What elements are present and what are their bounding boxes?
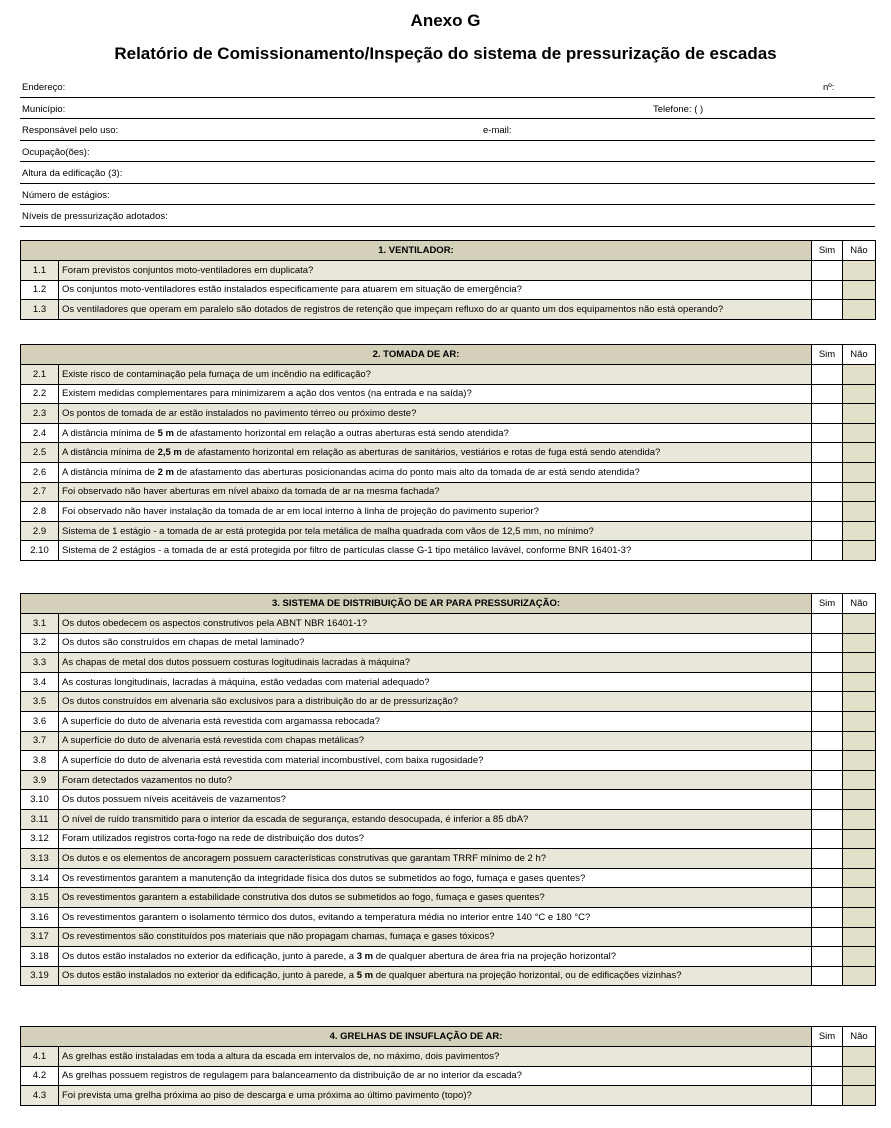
item-text: Os pontos de tomada de ar estão instalados no pavimento térreo ou próximo deste? xyxy=(59,404,812,424)
item-text: Sistema de 2 estágios - a tomada de ar está protegida por filtro de partículas classe G-1 tipo metálico lavável, conforme BNR 16401-3? xyxy=(59,541,812,561)
info-label: Responsável pelo uso: xyxy=(22,125,119,136)
yes-checkbox[interactable] xyxy=(812,966,843,986)
item-number: 2.8 xyxy=(21,502,59,522)
checklist-row xyxy=(21,443,876,463)
item-number: 2.7 xyxy=(21,482,59,502)
checklist-row xyxy=(21,404,876,424)
info-row[interactable] xyxy=(20,98,875,120)
checklist-row xyxy=(21,482,876,502)
item-text xyxy=(59,966,812,986)
info-row[interactable] xyxy=(20,119,875,141)
no-checkbox[interactable] xyxy=(843,907,876,927)
item-text: As chapas de metal dos dutos possuem costuras logitudinais lacradas à máquina? xyxy=(59,653,812,673)
item-text-start: Os dutos estão instalados no exterior da edificação, junto à parede, a xyxy=(62,970,357,982)
no-checkbox[interactable] xyxy=(843,633,876,653)
info-label: Número de estágios: xyxy=(22,189,110,201)
no-checkbox[interactable] xyxy=(843,829,876,849)
yes-checkbox[interactable] xyxy=(812,482,843,502)
item-number: 2.9 xyxy=(21,521,59,541)
item-text: Sistema de 1 estágio - a tomada de ar está protegida por tela metálica de malha quadrada com vãos de 12,5 mm, no mínimo? xyxy=(59,521,812,541)
checklist-section xyxy=(20,593,876,986)
yes-checkbox[interactable] xyxy=(812,614,843,634)
checklist-row xyxy=(21,365,876,385)
yes-checkbox[interactable] xyxy=(812,770,843,790)
column-yes-header: Sim xyxy=(812,345,843,365)
no-checkbox[interactable] xyxy=(843,888,876,908)
item-text: Foram utilizados registros corta-fogo na rede de distribuição dos dutos? xyxy=(59,829,812,849)
no-checkbox[interactable] xyxy=(843,927,876,947)
checklist-row xyxy=(21,423,876,443)
item-text: A superfície do duto de alvenaria está revestida com chapas metálicas? xyxy=(59,731,812,751)
item-number: 3.18 xyxy=(21,947,59,967)
checklist-row xyxy=(21,829,876,849)
yes-checkbox[interactable] xyxy=(812,653,843,673)
checklist-row xyxy=(21,280,876,300)
item-text-end: de afastamento horizontal em relação as aberturas de sanitários, vestiários e rotas de fuga está sendo atendida? xyxy=(181,447,661,459)
checklist-row xyxy=(21,731,876,751)
item-text: A superfície do duto de alvenaria está revestida com argamassa rebocada? xyxy=(59,711,812,731)
item-number: 3.19 xyxy=(21,966,59,986)
item-text-end: de afastamento das aberturas posicionandas acima do ponto mais alto da tomada de ar está sendo atendida? xyxy=(173,466,640,478)
item-text: Os dutos possuem níveis aceitáveis de vazamentos? xyxy=(59,790,812,810)
info-label: Altura da edificação (3): xyxy=(22,168,123,179)
item-text: Os revestimentos garantem o isolamento térmico dos dutos, evitando a temperatura média no interior entre 140 °C e 180 °C? xyxy=(59,907,812,927)
item-text xyxy=(59,423,812,443)
item-text-emphasis: 5 m xyxy=(356,970,374,982)
yes-checkbox[interactable] xyxy=(812,888,843,908)
no-checkbox[interactable] xyxy=(843,711,876,731)
item-number: 1.3 xyxy=(21,300,59,320)
item-number: 2.10 xyxy=(21,541,59,561)
info-secondary-label: Telefone: ( ) xyxy=(653,103,704,115)
item-number: 4.3 xyxy=(21,1086,59,1106)
item-text-emphasis: 3 m xyxy=(356,950,374,962)
page-subtitle: Relatório de Comissionamento/Inspeção do sistema de pressurização de escadas xyxy=(114,44,777,63)
checklist-row xyxy=(21,300,876,320)
checklist-row xyxy=(21,790,876,810)
checklist-row xyxy=(21,809,876,829)
no-checkbox[interactable] xyxy=(843,672,876,692)
item-number: 3.6 xyxy=(21,711,59,731)
item-text-emphasis: 2 m xyxy=(157,466,174,478)
info-row[interactable] xyxy=(20,141,875,163)
item-text: Os ventiladores que operam em paralelo são dotados de registros de retenção que impeçam refluxo do ar quanto um dos equipamentos não está operando? xyxy=(59,300,812,320)
item-text: Foram detectados vazamentos no duto? xyxy=(59,770,812,790)
yes-checkbox[interactable] xyxy=(812,365,843,385)
checklist-row xyxy=(21,751,876,771)
item-text xyxy=(59,947,812,967)
checklist-row xyxy=(21,653,876,673)
item-text: Os dutos construídos em alvenaria são exclusivos para a distribuição do ar de pressurização? xyxy=(59,692,812,712)
yes-checkbox[interactable] xyxy=(812,947,843,967)
item-number: 3.15 xyxy=(21,888,59,908)
yes-checkbox[interactable] xyxy=(812,907,843,927)
no-checkbox[interactable] xyxy=(843,443,876,463)
no-checkbox[interactable] xyxy=(843,614,876,634)
yes-checkbox[interactable] xyxy=(812,502,843,522)
yes-checkbox[interactable] xyxy=(812,404,843,424)
yes-checkbox[interactable] xyxy=(812,261,843,281)
item-number: 3.3 xyxy=(21,653,59,673)
item-text-start: A distância mínima de xyxy=(62,466,158,478)
item-text-start: Os dutos estão instalados no exterior da edificação, junto à parede, a xyxy=(62,950,357,962)
item-text-emphasis: 5 m xyxy=(157,427,174,439)
no-checkbox[interactable] xyxy=(843,966,876,986)
checklist-row xyxy=(21,692,876,712)
item-number: 3.9 xyxy=(21,770,59,790)
yes-checkbox[interactable] xyxy=(812,1066,843,1086)
column-yes-header: Sim xyxy=(812,594,843,614)
item-number: 3.4 xyxy=(21,672,59,692)
item-number: 3.11 xyxy=(21,809,59,829)
item-number: 3.8 xyxy=(21,751,59,771)
no-checkbox[interactable] xyxy=(843,300,876,320)
item-number: 2.3 xyxy=(21,404,59,424)
item-number: 1.2 xyxy=(21,280,59,300)
item-text: Os dutos e os elementos de ancoragem possuem características construtivas que garantam TRRF mínimo de 2 h? xyxy=(59,849,812,869)
item-number: 3.14 xyxy=(21,868,59,888)
yes-checkbox[interactable] xyxy=(812,384,843,404)
checklist-row xyxy=(21,672,876,692)
item-text xyxy=(59,462,812,482)
item-text: Os dutos obedecem os aspectos construtivos pela ABNT NBR 16401-1? xyxy=(59,614,812,634)
info-row[interactable] xyxy=(20,205,875,227)
yes-checkbox[interactable] xyxy=(812,751,843,771)
yes-checkbox[interactable] xyxy=(812,462,843,482)
checklist-row xyxy=(21,947,876,967)
yes-checkbox[interactable] xyxy=(812,672,843,692)
no-checkbox[interactable] xyxy=(843,462,876,482)
no-checkbox[interactable] xyxy=(843,521,876,541)
checklist-row xyxy=(21,966,876,986)
checklist-row xyxy=(21,868,876,888)
checklist-row xyxy=(21,384,876,404)
yes-checkbox[interactable] xyxy=(812,521,843,541)
item-number: 3.13 xyxy=(21,849,59,869)
item-number: 4.2 xyxy=(21,1066,59,1086)
yes-checkbox[interactable] xyxy=(812,300,843,320)
item-number: 2.2 xyxy=(21,384,59,404)
checklist-row xyxy=(21,1047,876,1067)
item-number: 2.4 xyxy=(21,423,59,443)
no-checkbox[interactable] xyxy=(843,1047,876,1067)
yes-checkbox[interactable] xyxy=(812,541,843,561)
item-text: As grelhas estão instaladas em toda a altura da escada em intervalos de, no máximo, dois pavimentos? xyxy=(59,1047,812,1067)
checklist-row xyxy=(21,521,876,541)
info-label: Endereço: xyxy=(22,82,66,93)
item-number: 3.17 xyxy=(21,927,59,947)
yes-checkbox[interactable] xyxy=(812,423,843,443)
no-checkbox[interactable] xyxy=(843,1086,876,1106)
no-checkbox[interactable] xyxy=(843,751,876,771)
no-checkbox[interactable] xyxy=(843,502,876,522)
item-number: 3.7 xyxy=(21,731,59,751)
checklist-row xyxy=(21,462,876,482)
no-checkbox[interactable] xyxy=(843,280,876,300)
item-text: Foram previstos conjuntos moto-ventiladores em duplicata? xyxy=(59,261,812,281)
checklist-section xyxy=(20,240,876,320)
info-row[interactable] xyxy=(20,76,875,98)
info-label: Níveis de pressurização adotados: xyxy=(22,211,168,222)
checklist-row xyxy=(21,502,876,522)
yes-checkbox[interactable] xyxy=(812,731,843,751)
info-fields xyxy=(20,76,875,227)
info-row[interactable] xyxy=(20,162,875,184)
yes-checkbox[interactable] xyxy=(812,790,843,810)
no-checkbox[interactable] xyxy=(843,423,876,443)
no-checkbox[interactable] xyxy=(843,731,876,751)
no-checkbox[interactable] xyxy=(843,770,876,790)
checklist-row xyxy=(21,261,876,281)
info-secondary-label: nº: xyxy=(823,82,835,93)
item-text-end: de qualquer abertura de área fria na projeção horizontal? xyxy=(373,950,617,962)
item-number: 3.16 xyxy=(21,907,59,927)
item-text: Os dutos são construídos em chapas de metal laminado? xyxy=(59,633,812,653)
info-label: Município: xyxy=(22,103,66,115)
item-text: O nível de ruído transmitido para o interior da escada de segurança, estando desocupada, é inferior a 85 dbA? xyxy=(59,809,812,829)
checklist-section xyxy=(20,1026,876,1106)
yes-checkbox[interactable] xyxy=(812,1047,843,1067)
no-checkbox[interactable] xyxy=(843,790,876,810)
checklist-row xyxy=(21,770,876,790)
item-text: Os conjuntos moto-ventiladores estão instalados especificamente para atuarem em situação de emergência? xyxy=(59,280,812,300)
checklist-row xyxy=(21,927,876,947)
yes-checkbox[interactable] xyxy=(812,280,843,300)
item-text: Existem medidas complementares para minimizarem a ação dos ventos (na entrada e na saída)? xyxy=(59,384,812,404)
yes-checkbox[interactable] xyxy=(812,711,843,731)
checklist-row xyxy=(21,849,876,869)
section-title: 1. VENTILADOR: xyxy=(21,241,812,261)
no-checkbox[interactable] xyxy=(843,261,876,281)
column-yes-header: Sim xyxy=(812,241,843,261)
checklist-row xyxy=(21,711,876,731)
item-text: As costuras longitudinais, lacradas à máquina, estão vedadas com material adequado? xyxy=(59,672,812,692)
no-checkbox[interactable] xyxy=(843,692,876,712)
yes-checkbox[interactable] xyxy=(812,849,843,869)
column-no-header: Não xyxy=(843,345,876,365)
no-checkbox[interactable] xyxy=(843,541,876,561)
page-title: Anexo G xyxy=(410,11,481,30)
no-checkbox[interactable] xyxy=(843,404,876,424)
item-number: 3.12 xyxy=(21,829,59,849)
item-text: Os revestimentos garantem a manutenção da integridade física dos dutos se submetidos ao fogo, fumaça e gases quentes? xyxy=(59,868,812,888)
yes-checkbox[interactable] xyxy=(812,692,843,712)
yes-checkbox[interactable] xyxy=(812,1086,843,1106)
item-text: Foi observado não haver aberturas em nível abaixo da tomada de ar na mesma fachada? xyxy=(59,482,812,502)
yes-checkbox[interactable] xyxy=(812,633,843,653)
column-no-header: Não xyxy=(843,1027,876,1047)
item-text: Os revestimentos são constituídos pos materiais que não propagam chamas, fumaça e gases tóxicos? xyxy=(59,927,812,947)
checklist-row xyxy=(21,541,876,561)
item-text-start: A distância mínima de xyxy=(62,447,158,459)
item-text-emphasis: 2,5 m xyxy=(157,447,182,459)
item-text xyxy=(59,443,812,463)
checklist-row xyxy=(21,633,876,653)
item-number: 4.1 xyxy=(21,1047,59,1067)
column-no-header: Não xyxy=(843,594,876,614)
checklist-row xyxy=(21,1066,876,1086)
section-title: 3. SISTEMA DE DISTRIBUIÇÃO DE AR PARA PRESSURIZAÇÃO: xyxy=(21,594,812,614)
no-checkbox[interactable] xyxy=(843,384,876,404)
item-text-end: de afastamento horizontal em relação a outras aberturas está sendo atendida? xyxy=(173,427,509,439)
item-number: 2.6 xyxy=(21,462,59,482)
item-number: 1.1 xyxy=(21,261,59,281)
no-checkbox[interactable] xyxy=(843,482,876,502)
item-text: As grelhas possuem registros de regulagem para balanceamento da distribuição de ar no interior da escada? xyxy=(59,1066,812,1086)
no-checkbox[interactable] xyxy=(843,849,876,869)
section-title: 2. TOMADA DE AR: xyxy=(21,345,812,365)
item-text: Foi observado não haver instalação da tomada de ar em local interno à linha de projeção do pavimento superior? xyxy=(59,502,812,522)
yes-checkbox[interactable] xyxy=(812,443,843,463)
item-number: 3.5 xyxy=(21,692,59,712)
item-text: A superfície do duto de alvenaria está revestida com material incombustível, com baixa rugosidade? xyxy=(59,751,812,771)
info-row[interactable] xyxy=(20,184,875,206)
item-text: Os revestimentos garantem a estabilidade construtiva dos dutos se submetidos ao fogo, fumaça e gases quentes? xyxy=(59,888,812,908)
item-number: 2.1 xyxy=(21,365,59,385)
no-checkbox[interactable] xyxy=(843,868,876,888)
yes-checkbox[interactable] xyxy=(812,829,843,849)
no-checkbox[interactable] xyxy=(843,1066,876,1086)
item-number: 3.2 xyxy=(21,633,59,653)
no-checkbox[interactable] xyxy=(843,809,876,829)
no-checkbox[interactable] xyxy=(843,365,876,385)
column-no-header: Não xyxy=(843,241,876,261)
no-checkbox[interactable] xyxy=(843,653,876,673)
item-number: 3.10 xyxy=(21,790,59,810)
info-label: Ocupação(ões): xyxy=(22,146,90,158)
yes-checkbox[interactable] xyxy=(812,868,843,888)
item-text-end: de qualquer abertura na projeção horizontal, ou de edificações vizinhas? xyxy=(373,970,682,982)
item-text-start: A distância mínima de xyxy=(62,427,158,439)
no-checkbox[interactable] xyxy=(843,947,876,967)
checklist-row xyxy=(21,614,876,634)
item-text: Foi prevista uma grelha próxima ao piso de descarga e uma próxima ao último pavimento (topo)? xyxy=(59,1086,812,1106)
checklist-row xyxy=(21,907,876,927)
section-title: 4. GRELHAS DE INSUFLAÇÃO DE AR: xyxy=(21,1027,812,1047)
yes-checkbox[interactable] xyxy=(812,927,843,947)
checklist-row xyxy=(21,1086,876,1106)
checklist-section xyxy=(20,344,876,561)
info-secondary-label: e-mail: xyxy=(483,125,512,136)
item-text: Existe risco de contaminação pela fumaça de um incêndio na edificação? xyxy=(59,365,812,385)
column-yes-header: Sim xyxy=(812,1027,843,1047)
yes-checkbox[interactable] xyxy=(812,809,843,829)
item-number: 3.1 xyxy=(21,614,59,634)
checklist-row xyxy=(21,888,876,908)
item-number: 2.5 xyxy=(21,443,59,463)
